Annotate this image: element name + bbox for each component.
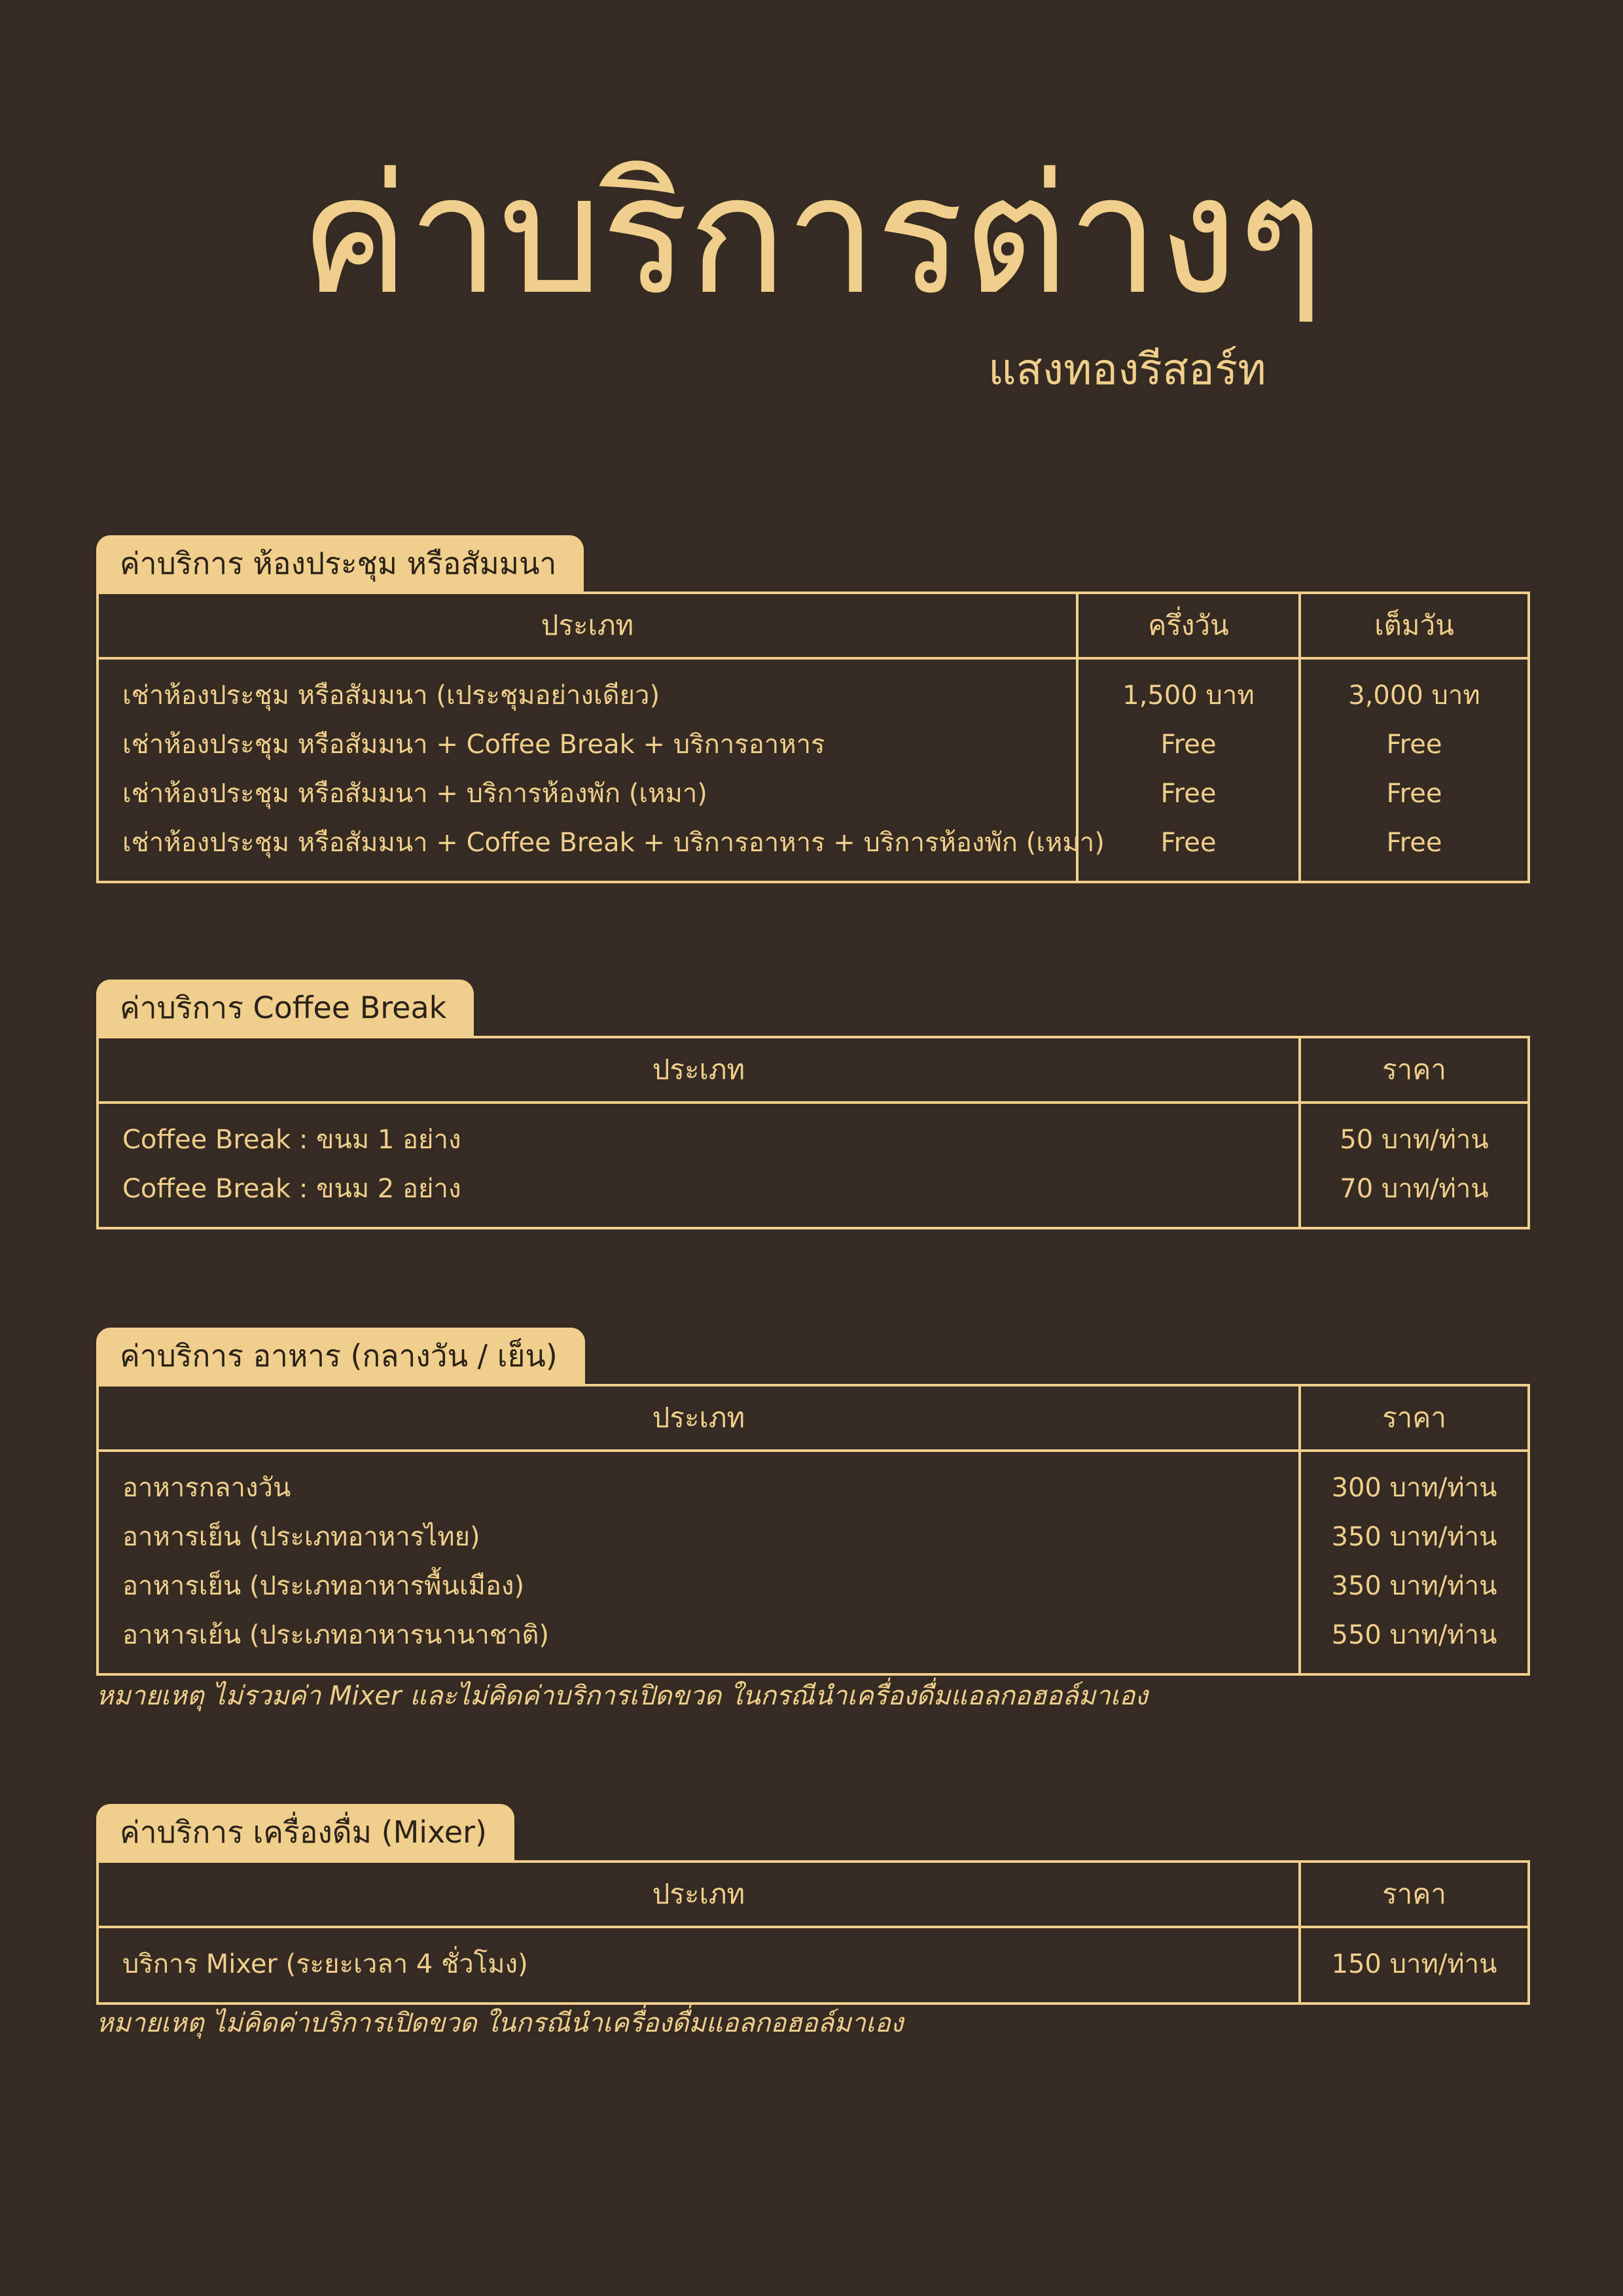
price: 150 บาท/ท่าน — [1331, 1949, 1497, 1979]
type-column — [98, 1103, 1300, 1228]
table-body — [98, 1103, 1529, 1228]
service-name: อาหารเย็น (ประเภทอาหารพื้นเมือง) — [122, 1571, 525, 1601]
table-header-row — [98, 1037, 1529, 1103]
meeting-room-tab: ค่าบริการ ห้องประชุม หรือสัมมนา — [96, 535, 584, 592]
type-column — [98, 658, 1105, 882]
full-day-price: 3,000 บาท — [1348, 680, 1480, 711]
column-header-price: ราคา — [1300, 1862, 1529, 1927]
full-day-price: Free — [1386, 828, 1442, 858]
column-header-type: ประเภท — [98, 593, 1077, 658]
food-note: หมายเหตุ ไม่รวมค่า Mixer และไม่คิดค่าบริการเปิดขวด ในกรณีนำเครื่องดื่มแอลกอฮอล์มาเอง — [96, 1681, 1148, 1711]
table-header-row — [98, 1862, 1529, 1927]
service-name: อาหารกลางวัน — [122, 1473, 291, 1503]
column-header-price: ราคา — [1300, 1385, 1529, 1451]
price: 50 บาท/ท่าน — [1340, 1125, 1489, 1155]
service-name: เช่าห้องประชุม หรือสัมมนา + บริการห้องพัก (เหมา) — [122, 779, 707, 809]
type-column — [98, 1927, 1300, 2004]
service-name: บริการ Mixer (ระยะเวลา 4 ชั่วโมง) — [122, 1949, 528, 1979]
service-name: Coffee Break : ขนม 2 อย่าง — [122, 1174, 461, 1204]
mixer-tab: ค่าบริการ เครื่องดื่ม (Mixer) — [96, 1804, 514, 1860]
service-name: อาหารเย้น (ประเภทอาหารนานาชาติ) — [122, 1620, 549, 1650]
table-header-row — [98, 1385, 1529, 1451]
half-day-price: 1,500 บาท — [1122, 680, 1255, 711]
service-name: เช่าห้องประชุม หรือสัมมนา (เประชุมอย่างเดียว) — [122, 680, 660, 711]
coffee-break-table — [96, 1036, 1530, 1229]
full-day-column — [1300, 658, 1529, 882]
price: 350 บาท/ท่าน — [1331, 1522, 1497, 1552]
column-header-type: ประเภท — [98, 1385, 1300, 1451]
half-day-price: Free — [1160, 779, 1217, 809]
price: 70 บาท/ท่าน — [1340, 1174, 1489, 1204]
table-body — [98, 1451, 1529, 1674]
column-header-type: ประเภท — [98, 1862, 1300, 1927]
meeting-room-table — [96, 592, 1530, 883]
table-body — [98, 1927, 1529, 2004]
mixer-table — [96, 1860, 1530, 2005]
service-name: เช่าห้องประชุม หรือสัมมนา + Coffee Break + บริการอาหาร — [122, 730, 825, 760]
meeting-room-section — [96, 535, 1527, 889]
food-tab: ค่าบริการ อาหาร (กลางวัน / เย็น) — [96, 1328, 585, 1384]
coffee-break-section — [96, 980, 1527, 1228]
food-section — [96, 1328, 1527, 1674]
price-column — [1300, 1927, 1529, 2004]
table-header-row — [98, 593, 1529, 658]
type-column — [98, 1451, 1300, 1674]
price: 350 บาท/ท่าน — [1331, 1571, 1497, 1601]
half-day-column — [1077, 658, 1300, 882]
column-header-type: ประเภท — [98, 1037, 1300, 1103]
service-name: อาหารเย็น (ประเภทอาหารไทย) — [122, 1522, 480, 1552]
food-table — [96, 1384, 1530, 1676]
coffee-break-tab: ค่าบริการ Coffee Break — [96, 980, 474, 1036]
price: 300 บาท/ท่าน — [1331, 1473, 1497, 1503]
column-header-full-day: เต็มวัน — [1300, 593, 1529, 658]
table-body — [98, 658, 1529, 882]
half-day-price: Free — [1160, 828, 1217, 858]
resort-name: แสงทองรีสอร์ท — [988, 344, 1266, 395]
price-column — [1300, 1103, 1529, 1228]
half-day-price: Free — [1160, 730, 1217, 760]
page-title: ค่าบริการต่างๆ — [300, 140, 1323, 330]
column-header-half-day: ครึ่งวัน — [1077, 593, 1300, 658]
price-column — [1300, 1451, 1529, 1674]
service-name: เช่าห้องประชุม หรือสัมมนา + Coffee Break + บริการอาหาร + บริการห้องพัก (เหมา) — [122, 828, 1105, 858]
column-header-price: ราคา — [1300, 1037, 1529, 1103]
full-day-price: Free — [1386, 779, 1442, 809]
mixer-section — [96, 1804, 1527, 2000]
price: 550 บาท/ท่าน — [1331, 1620, 1497, 1650]
mixer-note: หมายเหตุ ไม่คิดค่าบริการเปิดขวด ในกรณีนำเครื่องดื่มแอลกอฮอล์มาเอง — [96, 2008, 904, 2038]
service-name: Coffee Break : ขนม 1 อย่าง — [122, 1125, 461, 1155]
full-day-price: Free — [1386, 730, 1442, 760]
